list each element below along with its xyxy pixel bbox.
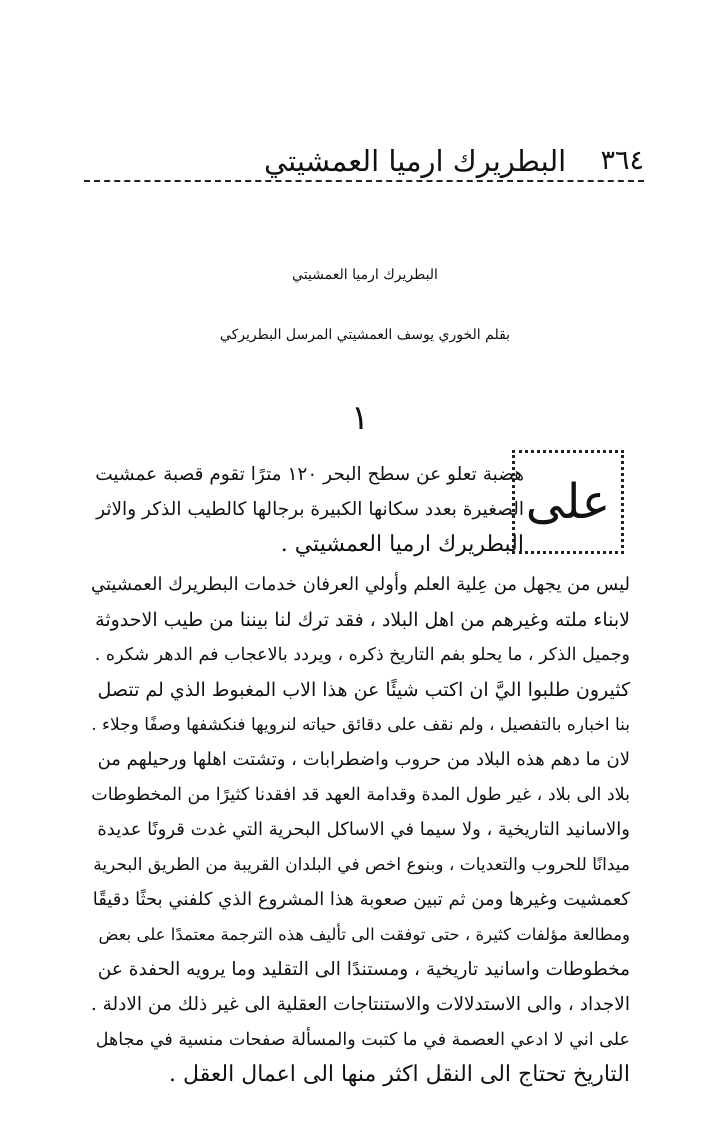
- running-title: البطريرك ارميا العمشيتي: [264, 144, 567, 178]
- body-line: وجميل الذكر ، ما يحلو بفم التاريخ ذكره ، ويردد بالاعجاب فم الدهر شكره .: [94, 645, 630, 665]
- body-line: الاجداد ، والى الاستدلالات والاستنتاجات العقلية الى غير ذلك من الادلة .: [90, 994, 630, 1015]
- article-title: البطريرك ارميا العمشيتي: [292, 267, 438, 283]
- body-line: لان ما دهم هذه البلاد من حروب واضطرابات ، وتشتت اهلها ورحيلهم من: [97, 749, 630, 770]
- body-line: بنا اخباره بالتفصيل ، ولم نقف على دقائق حياته لنرويها فنكشفها وصفًا وجلاء .: [91, 715, 630, 735]
- author-byline: بقلم الخوري يوسف العمشيتي المرسل البطريركي: [219, 327, 511, 343]
- body-line: الصغيرة بعدد سكانها الكبيرة برجالها كالطيب الذكر والاثر: [96, 499, 524, 520]
- body-line: كعمشيت وغيرها ومن ثم تبين صعوبة هذا المشروع الذي كلفني بحثًا دقيقًا: [92, 889, 630, 910]
- page-number: ٣٦٤: [600, 145, 644, 176]
- body-line: ومطالعة مؤلفات كثيرة ، حتى توفقت الى تأليف هذه الترجمة معتمدًا على بعض: [98, 925, 630, 944]
- body-line: ليس من يجهل من عِلية العلم وأولي العرفان خدمات البطريرك العمشيتي: [90, 574, 630, 595]
- body-line: التاريخ تحتاج الى النقل اكثر منها الى اعمال العقل .: [169, 1062, 630, 1087]
- body-line: مخطوطات واسانيد تاريخية ، ومستندًا الى التقليد وما يرويه الحفدة عن: [97, 959, 630, 980]
- body-line: على اني لا ادعي العصمة في ما كتبت والمسألة صفحات منسية في مجاهل: [95, 1030, 630, 1050]
- body-line: بلاد الى بلاد ، غير طول المدة وقدامة العهد قد افقدنا كثيرًا من المخطوطات: [91, 785, 630, 805]
- section-number: ١: [350, 398, 370, 438]
- body-line: هضبة تعلو عن سطح البحر ١٢٠ مترًا تقوم قصبة عمشيت: [95, 464, 524, 485]
- header-rule: [84, 180, 644, 182]
- body-line: والاسانيد التاريخية ، ولا سيما في الاساكل البحرية التي غدت قرونًا عديدة: [97, 819, 630, 840]
- body-line: ميدانًا للحروب والتعديات ، وبنوع اخص في البلدان القريبة من الطريق البحرية: [93, 855, 630, 875]
- body-line: كثيرون طلبوا اليَّ ان اكتب شيئًا عن هذا الاب المغبوط الذي لم تتصل: [97, 679, 630, 701]
- ornamental-drop-cap: [512, 450, 624, 554]
- body-line: البطريرك ارميا العمشيتي .: [280, 532, 524, 557]
- drop-cap-word: على: [525, 474, 611, 530]
- body-line: لابناء ملته وغيرهم من اهل البلاد ، فقد ترك لنا بيننا من طيب الاحدوثة: [95, 609, 630, 631]
